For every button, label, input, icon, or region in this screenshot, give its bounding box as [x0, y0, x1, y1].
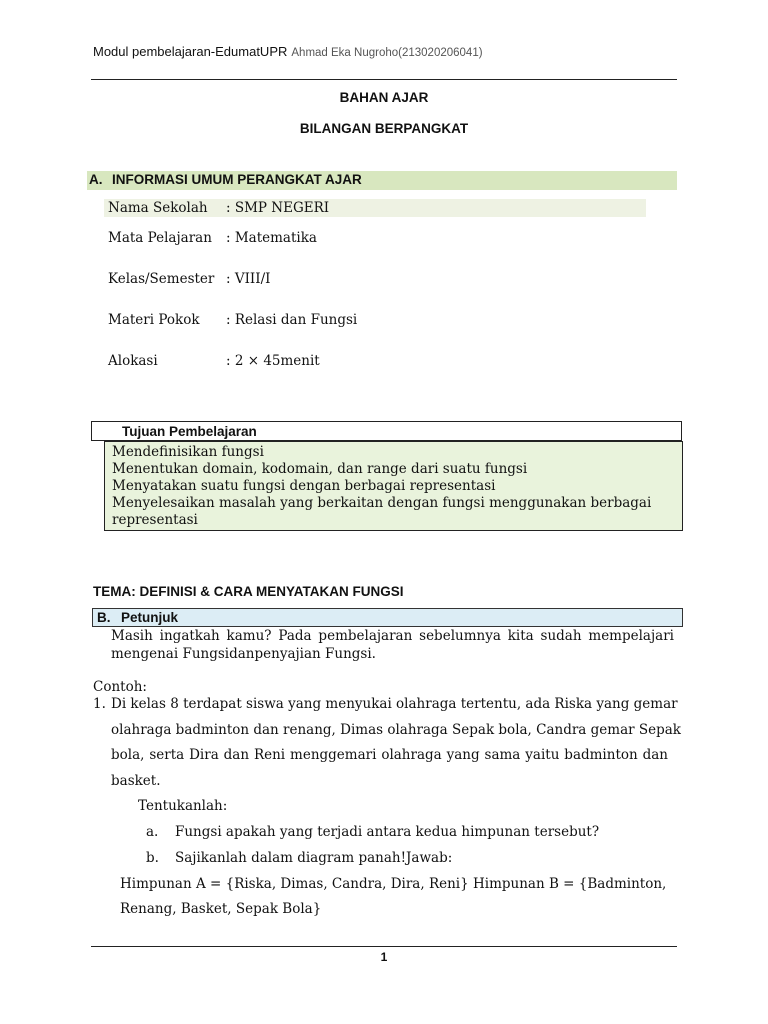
intro-text: Masih ingatkah kamu? Pada pembelajaran sebelumnya kita sudah mempelajari [111, 628, 674, 644]
tujuan-heading-box [91, 421, 682, 441]
doc-title: BAHAN AJAR [339, 90, 429, 105]
section-a-heading [87, 171, 677, 190]
info-value: : Matematika [226, 230, 317, 246]
question-text: Fungsi apakah yang terjadi antara kedua himpunan tersebut? [175, 824, 600, 840]
footer-rule [91, 946, 677, 947]
question-text: Sajikanlah dalam diagram panah!Jawab: [175, 850, 453, 866]
section-b-title: Petunjuk [121, 610, 179, 625]
doc-subtitle: BILANGAN BERPANGKAT [299, 121, 469, 136]
example-number: 1. [93, 696, 106, 712]
header-module-title: Modul pembelajaran-EdumatUPR [93, 44, 288, 59]
question-letter: a. [146, 824, 159, 840]
tujuan-item: Menyelesaikan masalah yang berkaitan dengan fungsi menggunakan berbagai [112, 495, 652, 511]
answer-text: Renang, Basket, Sepak Bola} [120, 901, 322, 917]
header-rule [91, 79, 677, 80]
section-a-title: INFORMASI UMUM PERANGKAT AJAR [112, 172, 362, 187]
info-label: Mata Pelajaran [108, 230, 212, 246]
tujuan-item: Mendefinisikan fungsi [112, 444, 264, 460]
tujuan-item: Menyatakan suatu fungsi dengan berbagai representasi [112, 478, 496, 494]
theme-heading: TEMA: DEFINISI & CARA MENYATAKAN FUNGSI [93, 584, 404, 599]
header-author: Ahmad Eka Nugroho(213020206041) [291, 47, 483, 59]
tujuan-list-box [104, 441, 683, 531]
section-b-letter: B. [97, 610, 111, 625]
info-label: Kelas/Semester [108, 271, 215, 287]
section-b-heading [92, 608, 683, 627]
example-text: bola, serta Dira dan Reni menggemari olahraga yang sama yaitu badminton dan [111, 747, 668, 763]
info-label: Alokasi [108, 353, 158, 369]
instruction-label: Tentukanlah: [138, 798, 228, 814]
example-text: olahraga badminton dan renang, Dimas olahraga Sepak bola, Candra gemar Sepak [111, 722, 681, 738]
example-text: Di kelas 8 terdapat siswa yang menyukai olahraga tertentu, ada Riska yang gemar [111, 696, 678, 712]
info-label: Nama Sekolah [108, 200, 208, 216]
info-value: : 2 × 45menit [226, 353, 320, 369]
running-header [93, 44, 483, 59]
tujuan-heading: Tujuan Pembelajaran [122, 424, 257, 439]
tujuan-item: representasi [112, 512, 198, 528]
example-text: basket. [111, 773, 161, 789]
question-letter: b. [146, 850, 159, 866]
info-value: : Relasi dan Fungsi [226, 312, 358, 328]
page-number: 1 [380, 950, 388, 964]
tujuan-item: Menentukan domain, kodomain, dan range dari suatu fungsi [112, 461, 528, 477]
section-a-letter: A. [89, 172, 103, 187]
intro-text: mengenai Fungsidanpenyajian Fungsi. [111, 646, 376, 662]
answer-text: Himpunan A = {Riska, Dimas, Candra, Dira, Reni} Himpunan B = {Badminton, [120, 876, 667, 892]
info-value: : VIII/I [226, 271, 271, 287]
info-value: : SMP NEGERI [226, 200, 330, 216]
example-label: Contoh: [93, 679, 147, 695]
info-label: Materi Pokok [108, 312, 200, 328]
